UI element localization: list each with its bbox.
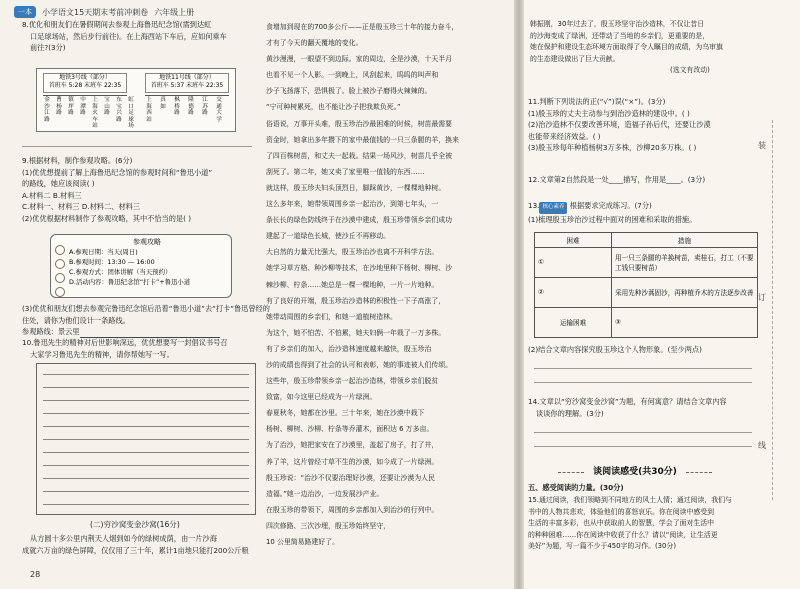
text-line: 口足球场站，然后步行前往)。在上海西站下车后，应如何乘车 <box>30 31 227 41</box>
text-line: 她带动周围的乡亲们，和她一道植树造林。 <box>266 312 397 321</box>
station: 枫桥路 <box>174 97 180 116</box>
station: 上海火车站 <box>92 97 98 129</box>
text-line: 沙子飞扬落下，恐惧极了。脸上被沙子磨得火辣辣的。 <box>266 87 432 96</box>
text-line: 这些年，殷玉珍带领乡亲一起治沙造林，带领乡亲们脱贫 <box>266 377 439 386</box>
grade-label: 六年级上册 <box>154 7 195 17</box>
text-line: 的生态建设做出了巨大贡献。 <box>530 54 620 63</box>
question-15 <box>528 495 732 553</box>
line11-track <box>145 95 229 96</box>
text-line: 前往?(3分) <box>30 43 66 53</box>
line3-header <box>43 73 127 93</box>
binding-mark: 订 <box>758 293 766 302</box>
text-line: 食增加到现在的700多公斤——正是殷玉珍三十年的接力奋斗， <box>266 23 459 31</box>
guide-item: D.活动内容：鲁迅纪念馆“打卡”+鲁迅小道 <box>69 278 191 286</box>
guide-title: 参观攻略 <box>133 238 161 246</box>
reading-passage <box>266 19 459 550</box>
text-line: 也能带来经济效益。( ) <box>528 131 601 141</box>
station: 上海西站 <box>146 97 152 123</box>
ring-icon <box>55 287 65 297</box>
text-line: ② <box>535 277 612 307</box>
text-line: 建起了一道绿色长城，使沙丘不再移动。 <box>266 232 391 241</box>
text-line: 这么多年来，她带领周围乡亲一起治沙，到第七年头，一 <box>266 200 439 209</box>
part-five-title: 五、感受阅读的力量。(30分) <box>528 483 624 492</box>
question-12 <box>528 174 705 186</box>
text-line: 也看不见一个人影。一到晚上，风刮起来，呜呜的叫声和 <box>266 71 439 80</box>
text-line: 15.通过阅读，我们领略到不同地方的风土人情；通过阅读，我们与 <box>528 496 732 504</box>
text-line: 运输困难 <box>535 307 612 337</box>
text-line: (2)治沙造林不仅要改善环境，造福子孙后代，还要让沙漠 <box>528 120 711 130</box>
text-line: 的种种困难……你在阅读中收获了什么？请以“阅读，让生活更 <box>528 530 718 539</box>
text-line: 14.文章以“穷沙窝变金沙窝”为题，有何寓意？请结合文章内容 <box>528 397 727 406</box>
text-line: 沙的成绩也得到了社会的认可和表彰，她的事迹被人们传颂。 <box>266 360 453 369</box>
station: 镇坪路 <box>68 97 74 116</box>
text-line: A.材料二 B.材料三 <box>22 190 82 200</box>
text-line: 致富，如今这里已经成为一片绿洲。 <box>266 393 377 402</box>
text-line: 9.根据材料，制作参观攻略。(6分) <box>22 156 133 165</box>
line3-track <box>43 95 127 96</box>
line11-header <box>145 73 229 93</box>
text-line: 的路线，她应该阅读( ) <box>22 179 95 189</box>
text-line: 为这个，她不怕苦、不怕累，她夫妇俩一年栽了一万多株。 <box>266 328 446 337</box>
text-line: 地铁11号线（部分） <box>159 74 215 81</box>
text-line: 俗语说，万事开头难，殷玉珍治沙最困难的时候，树苗最需要 <box>266 119 453 128</box>
question-9 <box>22 155 212 225</box>
text-line: 采用先种沙蒿固沙，再种植乔木的方法逐步改善 <box>612 277 758 307</box>
text-line: 10.鲁迅先生的精神对后世影响深远，优优想要写一封倡议书号召 <box>22 338 228 347</box>
question-9-3 <box>22 303 270 338</box>
answer-line[interactable] <box>22 146 252 147</box>
text-line: (1)梳理殷玉珍治沙过程中面对的困难和采取的措施。 <box>528 214 697 224</box>
text-line: 生活的丰富多彩，也从中获取前人的智慧，学会了面对生活中 <box>528 519 715 528</box>
text-line: 用一只三条腿的羊换树苗，卖桂石，打工（不要工钱只要树苗） <box>612 247 758 277</box>
cut-line <box>772 120 773 500</box>
core-literacy-badge: 核心素养 <box>539 202 567 214</box>
text-line: (1)优优想提前了解上海鲁迅纪念馆的参观时间和“鲁迅小道” <box>22 167 213 177</box>
answer-line[interactable] <box>534 446 752 447</box>
text-line: 从方圆十多公里内荆天人烟到如今的绿树成荫，由一片沙海 <box>30 534 217 543</box>
text-line: (3)优优和朋友们想去参观完鲁迅纪念馆后沿着“鲁迅小道”去“打卡”鲁迅曾经的 <box>22 304 270 313</box>
answer-line[interactable] <box>534 368 752 369</box>
text-line: C.材料一、材料三 D.材料二、材料三 <box>22 202 141 212</box>
question-13-2 <box>528 344 702 356</box>
visit-guide-card <box>50 234 232 298</box>
text-line: 才有了今天的翻天覆地的变化。 <box>266 39 363 48</box>
text-line: 困难 <box>535 233 612 248</box>
station: 东宝兴路 <box>116 97 122 123</box>
text-line: 8.优化和朋友们在暑假期间去参观上海鲁迅纪念馆(需到达虹 <box>22 20 212 29</box>
text-line: 11.判断下列说法的正(“√”)误(“×”)。(3分) <box>528 97 666 106</box>
question-14 <box>528 396 727 419</box>
text-line: 造福。”她一边治沙，一边发展沙产业。 <box>266 489 384 498</box>
ring-icon <box>55 273 65 283</box>
text-line: 根据要求完成练习。(7分) <box>569 201 652 210</box>
text-line: 地铁3号线（部分） <box>59 74 111 81</box>
text-line: 她在保护和建设生态环境方面取得了令人瞩目的成绩，为乌审旗 <box>530 43 723 52</box>
passage-start <box>22 533 249 556</box>
text-line: 12.文章第2自然段是一处____描写，作用是____。(3分) <box>528 175 706 184</box>
text-line: (2)优优根据材料制作了参观攻略，其中不恰当的是( ) <box>22 213 192 223</box>
text-line: 就这样，殷玉珍夫妇头顶烈日，脚踩黄沙，一棵棵地种树。 <box>266 183 446 192</box>
passage-end <box>530 19 723 77</box>
guide-item: C.参观方式：团体讲解（当天预约） <box>69 268 172 276</box>
text-line: ① <box>535 247 612 277</box>
text-line: (1)殷玉珍的丈夫主动参与到治沙造林的建设中。( ) <box>528 108 690 118</box>
reading-feelings-banner: 谈阅读感受(共30分) <box>580 464 690 480</box>
question-8 <box>22 19 227 54</box>
answer-line[interactable] <box>534 432 752 433</box>
question-10 <box>22 337 228 360</box>
text-line: 了四百株树苗，和丈夫一起栽。结果一场风沙，树苗几乎全被 <box>266 151 453 160</box>
brand-logo: 一本 <box>14 6 36 18</box>
text-line: 首班车 5:28 末班车 22:35 <box>48 82 122 89</box>
station: 中潭路 <box>80 97 86 116</box>
text-line: 大自然的力量无比强大，殷玉珍治沙也离不开科学方法。 <box>266 248 439 257</box>
text-line: 养了羊，这片曾经寸草不生的沙漠，如今成了一片绿洲。 <box>266 457 439 466</box>
text-line: 为了治沙，她把家安在了沙漠里，盖起了房子，打了井， <box>266 441 439 450</box>
text-line: 刮死了。第二年，她又卖了家里唯一值钱的东西…… <box>266 167 425 176</box>
text-line: 殷玉珍说：“治沙不仅要治理好沙漠，还要让沙漠为人民 <box>266 473 435 482</box>
text-line: 的沙海变成了绿洲，还带动了当地的乡亲们，更重要的是， <box>530 31 710 40</box>
text-line: 四次修路、三次沙埋，殷玉珍始终坚守， <box>266 521 391 530</box>
text-line: (2)结合文章内容探究殷玉珍这个人物形象。(至少两点) <box>528 345 702 354</box>
station: 虹口足球场 <box>128 97 134 129</box>
text-line: 在殷玉珍的带领下，周围的乡亲都加入到治沙的行列中。 <box>266 505 439 514</box>
book-title: 小学语文15天期末考前冲刺卷 <box>42 7 149 17</box>
text-line: 资金时，她拿出多年攒下的家中最值钱的一只三条腿的羊，换来 <box>266 135 459 144</box>
station: 金沙江路 <box>44 97 50 123</box>
difficulty-measures-table <box>534 232 758 338</box>
text-line: (选文有改动) <box>670 66 710 75</box>
text-line: 书中的人物共悲欢，体验他们的喜怒哀乐。你在阅读中感受到 <box>528 507 715 516</box>
text-line: (3)殷玉珍每年种植杨树3万多株，沙柳20多万株。( ) <box>528 143 697 153</box>
station: 隆德路 <box>188 97 194 116</box>
metro-map <box>36 68 236 132</box>
station: 江苏路 <box>202 97 208 116</box>
question-13: 13. 核心素养 根据要求完成练习。(7分) (1)梳理殷玉珍治沙过程中面对的困难和采取的措施。 <box>528 201 697 224</box>
text-line: 谈谈你的理解。(3分) <box>536 408 604 418</box>
text-line: 措施 <box>612 233 758 248</box>
text-line: 住处，请你为他们设计一条路线。 <box>22 315 130 325</box>
question-11 <box>528 96 711 154</box>
text-line: 美好”为题，写一篇不少于450字的习作。(30分) <box>528 542 677 551</box>
text-line: 春夏秋冬，她都在沙里。三十年来，她在沙漠中栽下 <box>266 409 425 418</box>
text-line: 条长长的绿色防线终于在沙漠中建成，殷玉珍带领乡亲们成功 <box>266 216 453 225</box>
station: 交通大学 <box>216 97 222 123</box>
station: 曹杨路 <box>56 97 62 116</box>
text-line: “宁可种树累死，也不能让沙子把我欺负死。” <box>266 103 401 112</box>
text-line: 参观路线：景云里 <box>22 327 80 337</box>
text-line: 有了乡亲们的加入，治沙造林速度越来越快，殷玉珍治 <box>266 344 432 353</box>
proposal-writing-box[interactable] <box>36 363 256 515</box>
ring-icon <box>55 245 65 255</box>
text-line: 她学习草方格、种沙柳等技术，在沙地里种下杨树、柳树、沙 <box>266 264 453 273</box>
text-line: 10 公里简易路建好了。 <box>266 538 339 546</box>
page-header <box>14 6 194 18</box>
text-line: 棘沙柳、柠条……她总是一棵一棵地种，一片一片地种。 <box>266 280 439 289</box>
guide-item: A.参观日期：当天(周日) <box>69 248 138 256</box>
binding-mark: 装 <box>758 141 766 150</box>
text-line: 杨树、柳树、沙柳、柠条等乔灌木，面积达 6 万多亩。 <box>266 425 434 434</box>
station: 真如 <box>160 97 166 110</box>
text-line: ③ <box>612 307 758 337</box>
text-line: 黄沙漫漫，一眼望不到边际。家的周边，全是沙漠，十天半月 <box>266 55 453 64</box>
ring-icon <box>55 259 65 269</box>
station: 宝山路 <box>104 97 110 116</box>
binding-mark: 线 <box>758 441 766 450</box>
text-line: 有了良好的开端，殷玉珍治沙造林的积极性一下子高涨了， <box>266 296 446 305</box>
book-spine <box>514 0 524 589</box>
reading-section-title: (二)穷沙窝变金沙窝(16分) <box>90 520 180 529</box>
page-number: 28 <box>30 570 41 579</box>
guide-item: B.参观时间：13:30 — 16:00 <box>69 258 155 266</box>
text-line: 韩振刚，30年过去了，殷玉珍坚守治沙造林，不仅让昔日 <box>530 20 705 28</box>
text-line: 首班车 5:37 末班车 22:35 <box>150 82 224 89</box>
answer-line[interactable] <box>534 382 752 383</box>
text-line: 大家学习鲁迅先生的精神，请你帮她写一写。 <box>30 349 174 359</box>
text-line: 成就六万亩的绿色屏障，仅仅用了三十年，累计1亩地只能打200公斤粮 <box>22 545 249 555</box>
